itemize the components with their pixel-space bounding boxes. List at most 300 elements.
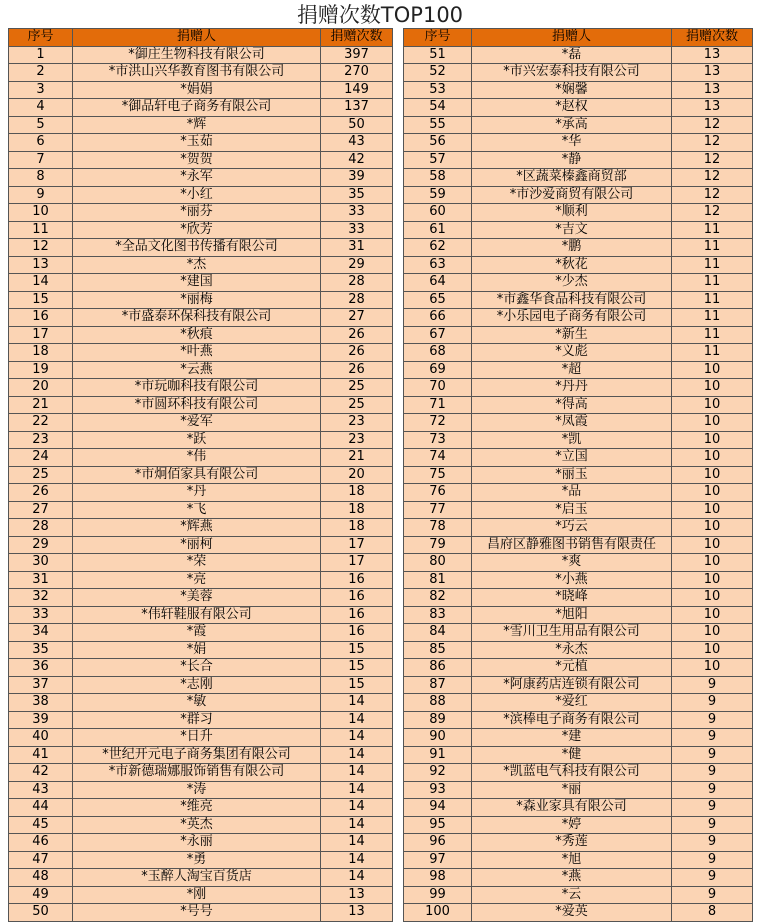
table-row [9, 816, 393, 834]
count-cell: 13 [672, 46, 753, 64]
donor-cell: *旭 [472, 851, 672, 869]
rank-cell: 55 [404, 116, 472, 134]
table-row [9, 659, 393, 677]
donor-cell: *群习 [73, 711, 321, 729]
count-cell: 11 [672, 291, 753, 309]
count-cell: 12 [672, 116, 753, 134]
donor-cell: *玉茹 [73, 134, 321, 152]
count-cell: 397 [321, 46, 393, 64]
table-row [9, 571, 393, 589]
count-cell: 17 [321, 536, 393, 554]
donor-cell: *贺贺 [73, 151, 321, 169]
rank-cell: 48 [9, 869, 73, 887]
table-row [9, 151, 393, 169]
donor-cell: *市新德瑞娜服饰销售有限公司 [73, 764, 321, 782]
donor-cell: *市圆环科技有限公司 [73, 396, 321, 414]
donor-cell: *丹丹 [472, 379, 672, 397]
count-cell: 10 [672, 396, 753, 414]
rank-cell: 97 [404, 851, 472, 869]
table-row [9, 519, 393, 537]
rank-cell: 49 [9, 886, 73, 904]
donor-cell: *伟 [73, 449, 321, 467]
donor-cell: *御品轩电子商务有限公司 [73, 99, 321, 117]
donor-cell: *丽玉 [472, 466, 672, 484]
table-row [9, 239, 393, 257]
rank-cell: 15 [9, 291, 73, 309]
rank-cell: 35 [9, 641, 73, 659]
donor-cell: *小燕 [472, 571, 672, 589]
table-row [9, 589, 393, 607]
donor-cell: *雪川卫生用品有限公司 [472, 624, 672, 642]
donor-cell: *吉文 [472, 221, 672, 239]
donor-cell: *丽芬 [73, 204, 321, 222]
donor-cell: *区蔬菜榛鑫商贸部 [472, 169, 672, 187]
count-cell: 33 [321, 221, 393, 239]
donor-cell: *健 [472, 746, 672, 764]
rank-cell: 72 [404, 414, 472, 432]
donor-cell: *秋痕 [73, 326, 321, 344]
rank-cell: 68 [404, 344, 472, 362]
table-row [404, 641, 753, 659]
donor-cell: *品 [472, 484, 672, 502]
count-cell: 10 [672, 484, 753, 502]
rank-cell: 18 [9, 344, 73, 362]
rank-cell: 53 [404, 81, 472, 99]
rank-cell: 69 [404, 361, 472, 379]
count-cell: 11 [672, 309, 753, 327]
table-row [404, 309, 753, 327]
table-row [404, 99, 753, 117]
donor-cell: *晓峰 [472, 589, 672, 607]
donor-cell: *新生 [472, 326, 672, 344]
donor-cell: *市盛泰环保科技有限公司 [73, 309, 321, 327]
donor-cell: *市兴宏泰科技有限公司 [472, 64, 672, 82]
table-row [9, 169, 393, 187]
table-row [9, 256, 393, 274]
rank-cell: 93 [404, 781, 472, 799]
rank-cell: 76 [404, 484, 472, 502]
donor-cell: *小乐园电子商务有限公司 [472, 309, 672, 327]
rank-cell: 92 [404, 764, 472, 782]
count-cell: 11 [672, 239, 753, 257]
count-cell: 18 [321, 519, 393, 537]
rank-cell: 63 [404, 256, 472, 274]
donor-cell: *秋花 [472, 256, 672, 274]
count-cell: 27 [321, 309, 393, 327]
count-cell: 9 [672, 834, 753, 852]
donor-cell: *华 [472, 134, 672, 152]
rank-cell: 99 [404, 886, 472, 904]
rank-cell: 44 [9, 799, 73, 817]
donor-cell: *建国 [73, 274, 321, 292]
rank-cell: 59 [404, 186, 472, 204]
count-cell: 9 [672, 711, 753, 729]
rank-cell: 89 [404, 711, 472, 729]
rank-cell: 16 [9, 309, 73, 327]
donor-cell: *磊 [472, 46, 672, 64]
count-cell: 26 [321, 361, 393, 379]
donor-cell: *赵权 [472, 99, 672, 117]
rank-cell: 27 [9, 501, 73, 519]
table-row [9, 414, 393, 432]
rank-cell: 47 [9, 851, 73, 869]
donor-cell: *勇 [73, 851, 321, 869]
table-row [404, 274, 753, 292]
rank-cell: 38 [9, 694, 73, 712]
donor-cell: *日升 [73, 729, 321, 747]
donor-cell: *爽 [472, 554, 672, 572]
rank-cell: 12 [9, 239, 73, 257]
table-row [404, 46, 753, 64]
rank-cell: 65 [404, 291, 472, 309]
count-cell: 18 [321, 484, 393, 502]
table-row [404, 624, 753, 642]
table-row [404, 764, 753, 782]
donor-table-right [403, 28, 753, 922]
table-body-left [9, 46, 393, 921]
table-header-row [9, 29, 393, 47]
count-cell: 15 [321, 659, 393, 677]
count-cell: 25 [321, 396, 393, 414]
table-row [404, 466, 753, 484]
donor-cell: *燕 [472, 869, 672, 887]
table-row [404, 851, 753, 869]
rank-cell: 43 [9, 781, 73, 799]
count-cell: 28 [321, 274, 393, 292]
donor-cell: *霞 [73, 624, 321, 642]
rank-cell: 24 [9, 449, 73, 467]
table-row [9, 869, 393, 887]
donor-cell: *美蓉 [73, 589, 321, 607]
donor-cell: *玉醉人淘宝百货店 [73, 869, 321, 887]
table-row [9, 851, 393, 869]
count-cell: 11 [672, 256, 753, 274]
table-row [9, 64, 393, 82]
count-cell: 10 [672, 361, 753, 379]
table-row [9, 466, 393, 484]
count-cell: 15 [321, 676, 393, 694]
count-cell: 12 [672, 204, 753, 222]
count-cell: 10 [672, 379, 753, 397]
count-cell: 29 [321, 256, 393, 274]
rank-cell: 96 [404, 834, 472, 852]
rank-cell: 2 [9, 64, 73, 82]
donor-cell: *市玩咖科技有限公司 [73, 379, 321, 397]
donor-cell: *叶燕 [73, 344, 321, 362]
donor-cell: *立国 [472, 449, 672, 467]
rank-cell: 71 [404, 396, 472, 414]
rank-cell: 34 [9, 624, 73, 642]
count-cell: 9 [672, 851, 753, 869]
donor-cell: *长合 [73, 659, 321, 677]
count-cell: 23 [321, 431, 393, 449]
rank-cell: 77 [404, 501, 472, 519]
rank-cell: 10 [9, 204, 73, 222]
table-row [404, 239, 753, 257]
count-cell: 14 [321, 711, 393, 729]
count-cell: 10 [672, 431, 753, 449]
table-row [404, 519, 753, 537]
donor-cell: *号号 [73, 904, 321, 922]
count-cell: 14 [321, 781, 393, 799]
rank-cell: 7 [9, 151, 73, 169]
table-row [404, 729, 753, 747]
rank-cell: 70 [404, 379, 472, 397]
table-row [9, 326, 393, 344]
donor-cell: *超 [472, 361, 672, 379]
table-row [404, 886, 753, 904]
table-row [404, 64, 753, 82]
rank-cell: 86 [404, 659, 472, 677]
table-row [9, 134, 393, 152]
count-cell: 10 [672, 466, 753, 484]
donor-cell: *敏 [73, 694, 321, 712]
table-row [404, 799, 753, 817]
table-row [9, 764, 393, 782]
rank-cell: 9 [9, 186, 73, 204]
rank-cell: 22 [9, 414, 73, 432]
count-cell: 137 [321, 99, 393, 117]
count-cell: 10 [672, 414, 753, 432]
donor-cell: *伟轩鞋服有限公司 [73, 606, 321, 624]
donor-cell: *荣 [73, 554, 321, 572]
rank-cell: 66 [404, 309, 472, 327]
header-donor: 捐赠人 [73, 29, 321, 47]
donor-cell: *丽柯 [73, 536, 321, 554]
table-row [9, 309, 393, 327]
rank-cell: 51 [404, 46, 472, 64]
table-row [404, 606, 753, 624]
count-cell: 26 [321, 344, 393, 362]
header-donor: 捐赠人 [472, 29, 672, 47]
rank-cell: 32 [9, 589, 73, 607]
count-cell: 14 [321, 834, 393, 852]
table-row [9, 99, 393, 117]
donor-cell: *御庄生物科技有限公司 [73, 46, 321, 64]
rank-cell: 20 [9, 379, 73, 397]
donor-cell: *丽 [472, 781, 672, 799]
table-row [404, 379, 753, 397]
donor-cell: *飞 [73, 501, 321, 519]
table-body-right [404, 46, 753, 921]
rank-cell: 90 [404, 729, 472, 747]
table-row [404, 589, 753, 607]
donor-cell: *英杰 [73, 816, 321, 834]
count-cell: 13 [321, 904, 393, 922]
donor-cell: *婷 [472, 816, 672, 834]
donor-cell: *巧云 [472, 519, 672, 537]
count-cell: 35 [321, 186, 393, 204]
rank-cell: 83 [404, 606, 472, 624]
donor-cell: *涛 [73, 781, 321, 799]
count-cell: 270 [321, 64, 393, 82]
donor-cell: *刚 [73, 886, 321, 904]
rank-cell: 50 [9, 904, 73, 922]
table-row [404, 676, 753, 694]
header-rank: 序号 [9, 29, 73, 47]
count-cell: 14 [321, 816, 393, 834]
count-cell: 9 [672, 886, 753, 904]
table-row [404, 869, 753, 887]
rank-cell: 23 [9, 431, 73, 449]
count-cell: 14 [321, 799, 393, 817]
count-cell: 9 [672, 816, 753, 834]
count-cell: 10 [672, 571, 753, 589]
count-cell: 10 [672, 589, 753, 607]
donor-cell: *世纪开元电子商务集团有限公司 [73, 746, 321, 764]
donor-cell: *市炯佰家具有限公司 [73, 466, 321, 484]
donor-cell: *永丽 [73, 834, 321, 852]
rank-cell: 57 [404, 151, 472, 169]
count-cell: 14 [321, 746, 393, 764]
table-row [404, 221, 753, 239]
donor-cell: *爱英 [472, 904, 672, 922]
donor-cell: *阿康药店连锁有限公司 [472, 676, 672, 694]
count-cell: 13 [672, 81, 753, 99]
table-row [404, 711, 753, 729]
rank-cell: 81 [404, 571, 472, 589]
rank-cell: 30 [9, 554, 73, 572]
donor-cell: *义彪 [472, 344, 672, 362]
table-row [9, 379, 393, 397]
table-row [9, 904, 393, 922]
table-row [404, 834, 753, 852]
count-cell: 149 [321, 81, 393, 99]
rank-cell: 6 [9, 134, 73, 152]
rank-cell: 56 [404, 134, 472, 152]
rank-cell: 37 [9, 676, 73, 694]
donor-cell: *维亮 [73, 799, 321, 817]
rank-cell: 29 [9, 536, 73, 554]
rank-cell: 80 [404, 554, 472, 572]
table-row [9, 396, 393, 414]
donor-cell: *旭阳 [472, 606, 672, 624]
count-cell: 14 [321, 764, 393, 782]
count-cell: 11 [672, 344, 753, 362]
rank-cell: 64 [404, 274, 472, 292]
donor-cell: *小红 [73, 186, 321, 204]
table-row [9, 694, 393, 712]
count-cell: 50 [321, 116, 393, 134]
table-row [404, 186, 753, 204]
table-row [404, 746, 753, 764]
table-row [404, 204, 753, 222]
table-row [9, 274, 393, 292]
rank-cell: 73 [404, 431, 472, 449]
count-cell: 15 [321, 641, 393, 659]
table-header-row [404, 29, 753, 47]
donor-cell: *鹏 [472, 239, 672, 257]
count-cell: 14 [321, 694, 393, 712]
header-count: 捐赠次数 [321, 29, 393, 47]
count-cell: 10 [672, 536, 753, 554]
count-cell: 39 [321, 169, 393, 187]
table-row [404, 361, 753, 379]
count-cell: 10 [672, 519, 753, 537]
table-row [404, 904, 753, 922]
donor-cell: *娴馨 [472, 81, 672, 99]
donor-cell: *森业家具有限公司 [472, 799, 672, 817]
donor-cell: *爱军 [73, 414, 321, 432]
rank-cell: 40 [9, 729, 73, 747]
count-cell: 13 [321, 886, 393, 904]
count-cell: 9 [672, 781, 753, 799]
count-cell: 25 [321, 379, 393, 397]
count-cell: 31 [321, 239, 393, 257]
donor-cell: *娟 [73, 641, 321, 659]
count-cell: 16 [321, 606, 393, 624]
rank-cell: 98 [404, 869, 472, 887]
table-row [9, 624, 393, 642]
rank-cell: 11 [9, 221, 73, 239]
count-cell: 9 [672, 729, 753, 747]
table-row [9, 641, 393, 659]
page-title: 捐赠次数TOP100 [296, 3, 464, 27]
count-cell: 11 [672, 326, 753, 344]
table-row [404, 431, 753, 449]
count-cell: 12 [672, 186, 753, 204]
donor-cell: *亮 [73, 571, 321, 589]
donor-cell: *欣芳 [73, 221, 321, 239]
count-cell: 14 [321, 869, 393, 887]
table-row [9, 344, 393, 362]
donor-cell: *永杰 [472, 641, 672, 659]
table-row [9, 799, 393, 817]
count-cell: 21 [321, 449, 393, 467]
table-row [404, 116, 753, 134]
count-cell: 10 [672, 641, 753, 659]
donor-cell: *启玉 [472, 501, 672, 519]
rank-cell: 52 [404, 64, 472, 82]
table-row [404, 256, 753, 274]
donor-cell: *爱红 [472, 694, 672, 712]
table-row [9, 186, 393, 204]
rank-cell: 84 [404, 624, 472, 642]
count-cell: 10 [672, 606, 753, 624]
rank-cell: 28 [9, 519, 73, 537]
count-cell: 26 [321, 326, 393, 344]
table-row [9, 781, 393, 799]
donor-cell: *跃 [73, 431, 321, 449]
count-cell: 10 [672, 449, 753, 467]
table-row [9, 484, 393, 502]
table-row [404, 134, 753, 152]
count-cell: 43 [321, 134, 393, 152]
table-row [9, 676, 393, 694]
count-cell: 11 [672, 274, 753, 292]
donor-cell: *凯蓝电气科技有限公司 [472, 764, 672, 782]
table-row [404, 571, 753, 589]
table-row [9, 46, 393, 64]
count-cell: 17 [321, 554, 393, 572]
table-row [404, 484, 753, 502]
table-row [404, 344, 753, 362]
rank-cell: 60 [404, 204, 472, 222]
rank-cell: 100 [404, 904, 472, 922]
count-cell: 16 [321, 571, 393, 589]
rank-cell: 85 [404, 641, 472, 659]
table-row [404, 169, 753, 187]
table-row [404, 396, 753, 414]
rank-cell: 67 [404, 326, 472, 344]
rank-cell: 19 [9, 361, 73, 379]
donor-cell: *凯 [472, 431, 672, 449]
donor-cell: *杰 [73, 256, 321, 274]
donor-cell: *静 [472, 151, 672, 169]
table-row [9, 116, 393, 134]
donor-cell: *娟娟 [73, 81, 321, 99]
rank-cell: 14 [9, 274, 73, 292]
